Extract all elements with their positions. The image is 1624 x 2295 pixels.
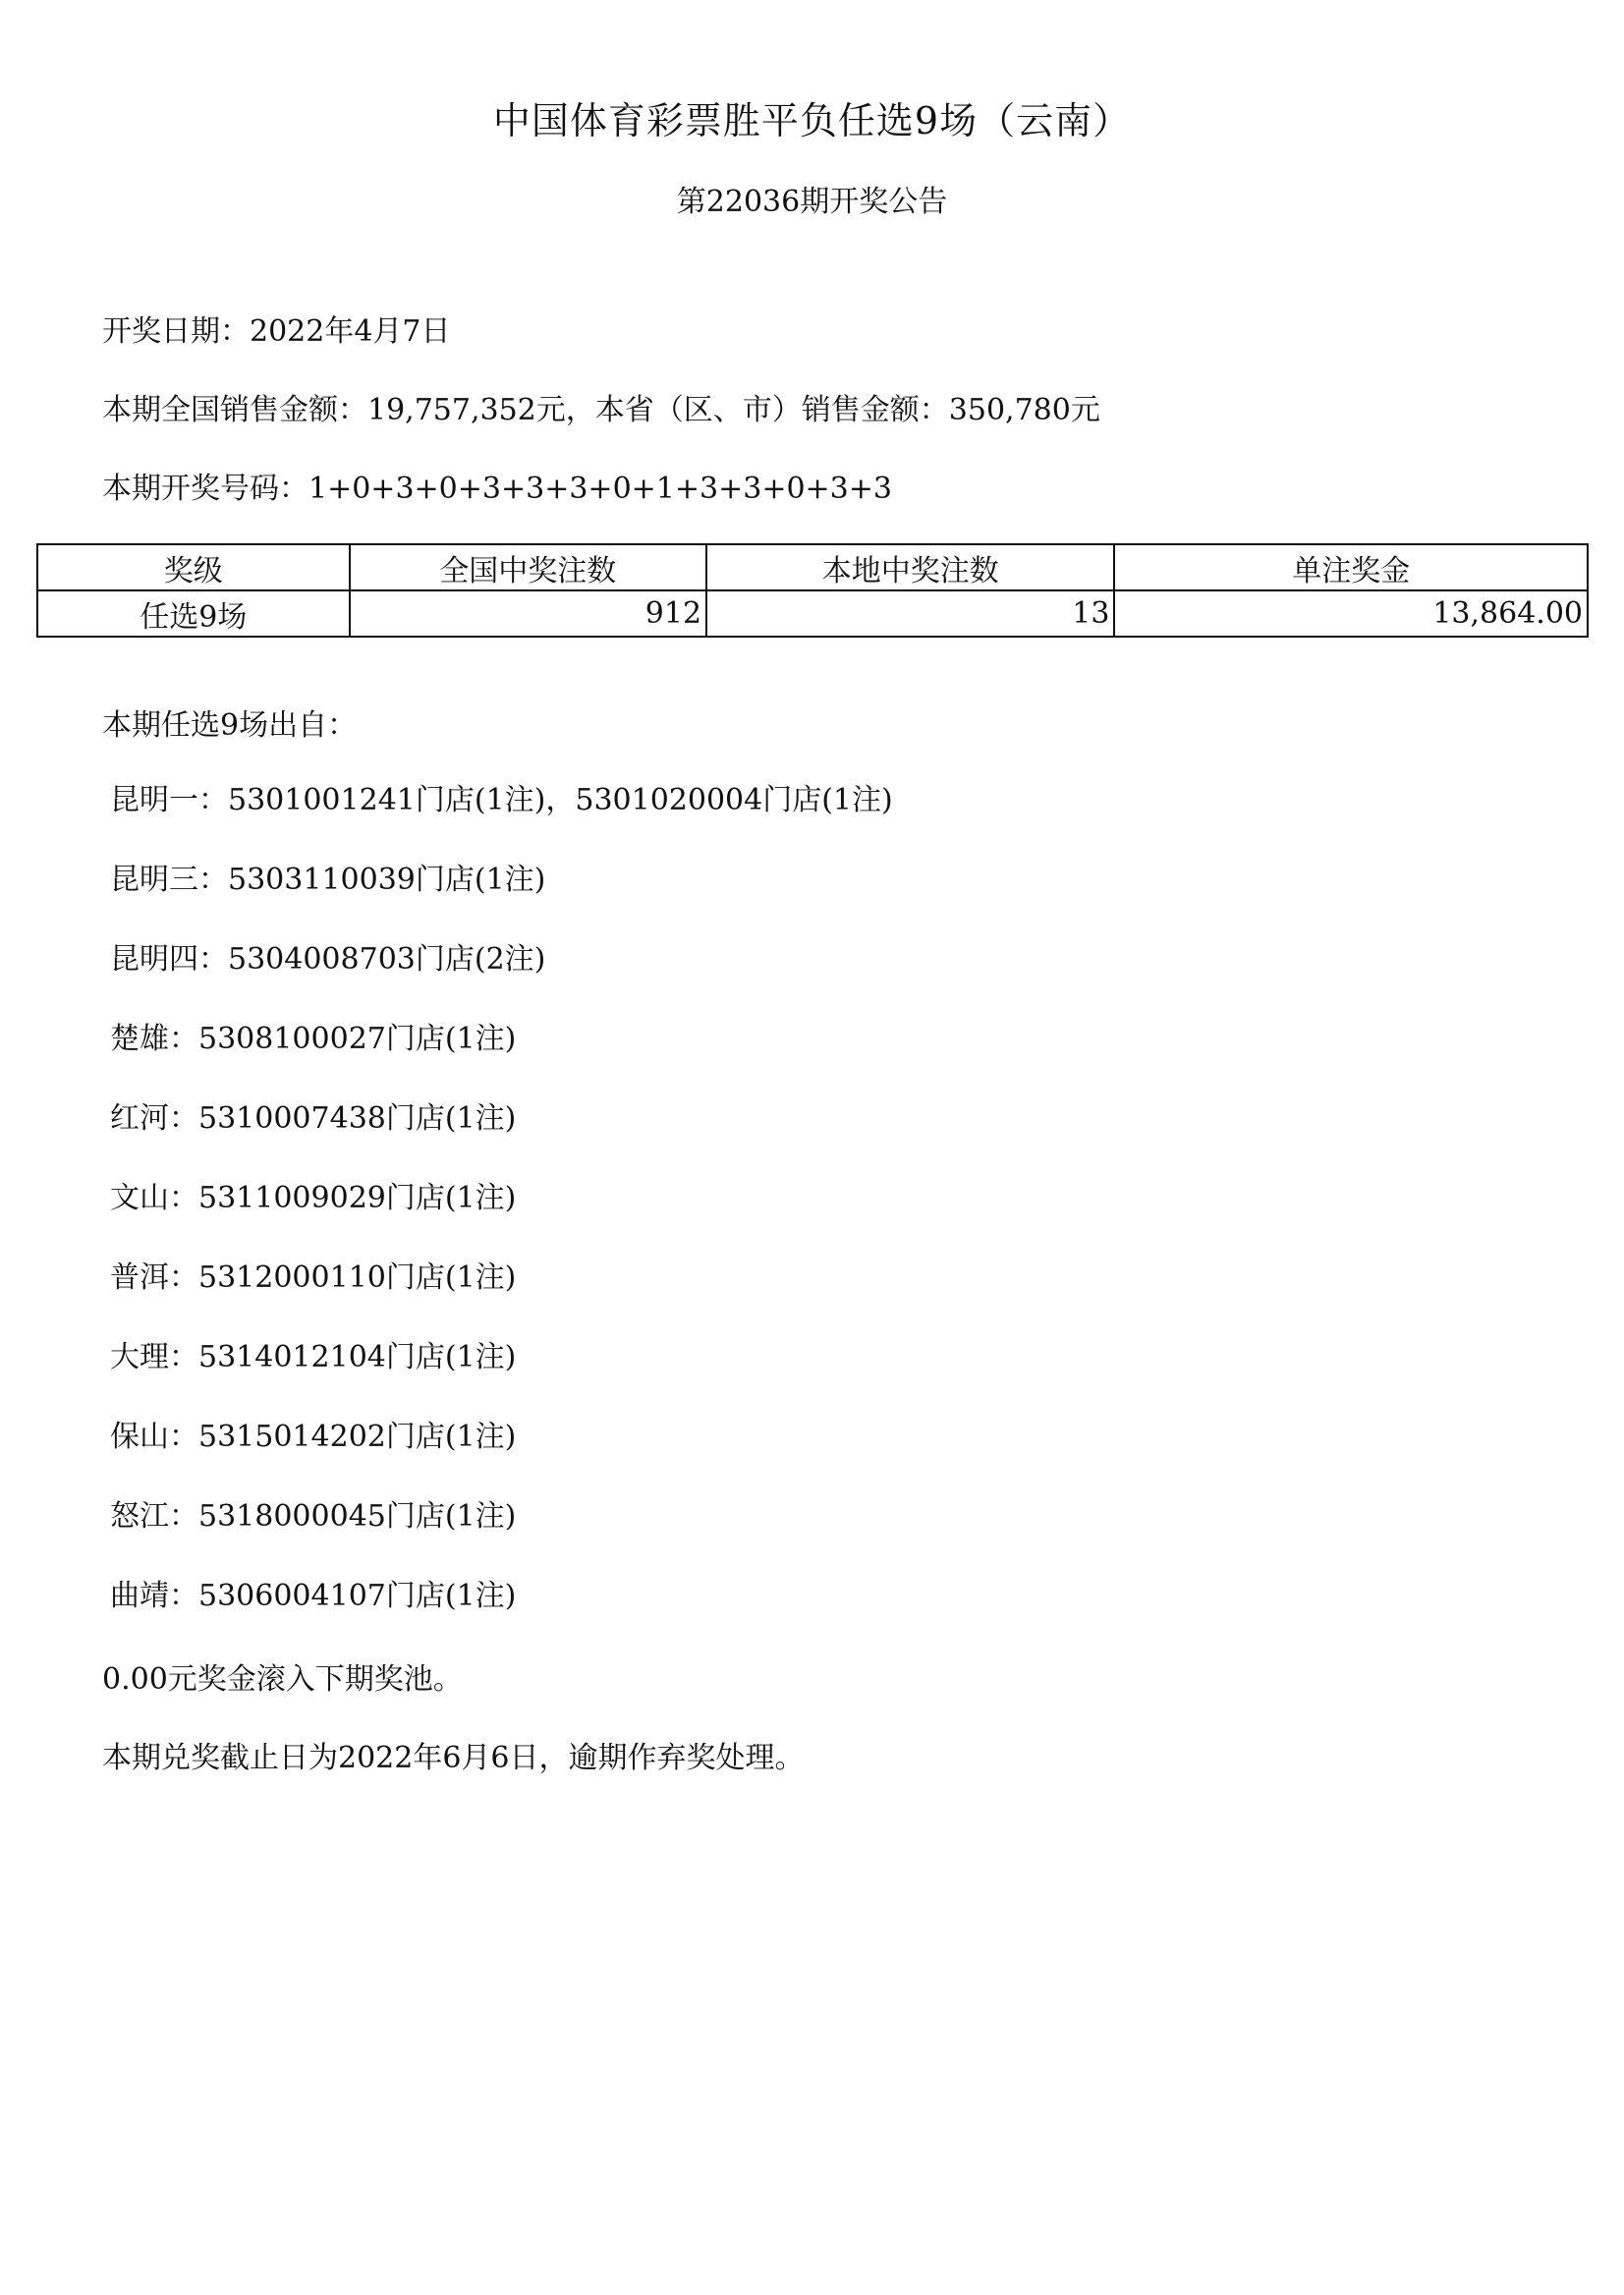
issue-subtitle: 第22036期开奖公告 xyxy=(676,185,948,219)
list-item: 普洱：5312000110门店(1注) xyxy=(110,1260,517,1295)
deadline-note: 本期兑奖截止日为2022年6月6日，逾期作弃奖处理。 xyxy=(102,1741,805,1775)
cell-national-count: 912 xyxy=(350,590,707,637)
list-item: 曲靖：5306004107门店(1注) xyxy=(110,1579,517,1613)
header-local-count: 本地中奖注数 xyxy=(706,544,1114,590)
list-item: 昆明四：5304008703门店(2注) xyxy=(110,942,546,977)
table-row xyxy=(37,590,1588,637)
prize-table xyxy=(36,543,1589,638)
page-title: 中国体育彩票胜平负任选9场（云南） xyxy=(492,99,1132,142)
winning-numbers: 本期开奖号码：1+0+3+0+3+3+3+0+1+3+3+0+3+3 xyxy=(102,472,892,506)
sales-amount: 本期全国销售金额：19,757,352元，本省（区、市）销售金额：350,780元 xyxy=(102,393,1100,427)
cell-level: 任选9场 xyxy=(37,590,350,637)
header-prize: 单注奖金 xyxy=(1114,544,1588,590)
cell-local-count: 13 xyxy=(706,590,1114,637)
draw-date: 开奖日期：2022年4月7日 xyxy=(102,314,451,349)
list-item: 楚雄：5308100027门店(1注) xyxy=(110,1022,517,1056)
list-item: 怒江：5318000045门店(1注) xyxy=(110,1499,517,1534)
winners-title: 本期任选9场出自： xyxy=(102,708,358,743)
list-item: 文山：5311009029门店(1注) xyxy=(110,1181,517,1215)
list-item: 大理：5314012104门店(1注) xyxy=(110,1340,517,1374)
winner-region-list xyxy=(110,775,893,1651)
header-national-count: 全国中奖注数 xyxy=(350,544,707,590)
list-item: 昆明一：5301001241门店(1注)，5301020004门店(1注) xyxy=(110,783,893,817)
list-item: 保山：5315014202门店(1注) xyxy=(110,1420,517,1454)
list-item: 红河：5310007438门店(1注) xyxy=(110,1101,517,1136)
header-level: 奖级 xyxy=(37,544,350,590)
cell-prize: 13,864.00 xyxy=(1114,590,1588,637)
list-item: 昆明三：5303110039门店(1注) xyxy=(110,863,546,897)
table-header-row xyxy=(37,544,1588,590)
rollover-note: 0.00元奖金滚入下期奖池。 xyxy=(102,1662,463,1697)
